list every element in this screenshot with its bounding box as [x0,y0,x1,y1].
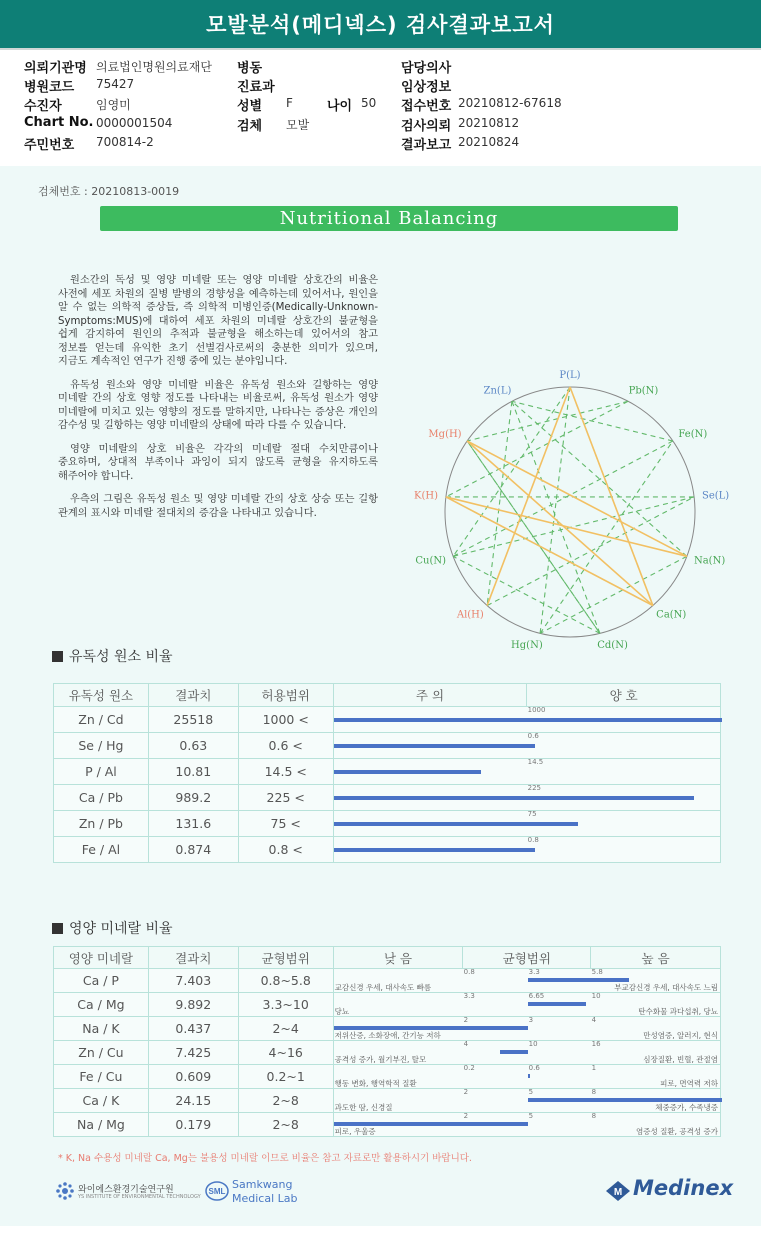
table-header-row [54,947,721,969]
high-caption: 탄수화물 과다섭취, 당뇨 [638,1007,718,1016]
antagonism-line [453,497,694,556]
cell-range: 2~8 [238,1113,333,1137]
wheel-node-label: Pb(N) [628,385,659,397]
range-tick: 8 [591,1112,597,1120]
header-value: 75427 [96,77,135,91]
svg-text:SML: SML [208,1187,226,1196]
synergy-line [446,497,687,556]
nutrient-section-title: 영양 미네랄 비율 [52,918,173,938]
wheel-node-label: Mg(H) [428,429,462,441]
range-tick: 2 [463,1088,469,1096]
cell-ratio: Na / K [54,1017,149,1041]
column-header: 낮 음 [333,947,463,969]
cell-range: 75 < [238,811,333,837]
reference-tick: 14.5 [527,758,544,766]
cell-range: 2~4 [238,1017,333,1041]
result-bar [334,1026,528,1030]
bar-cell [333,1017,720,1041]
range-tick: 8 [591,1088,597,1096]
column-header: 높 음 [591,947,721,969]
result-bar [500,1050,527,1054]
low-caption: 저위산증, 소화장애, 간기능 저하 [334,1031,441,1040]
wheel-node-label: K(H) [414,490,439,502]
bar-cell [333,733,720,759]
square-bullet-icon [52,651,63,662]
header-value: 20210812 [458,116,520,130]
bar-cell [333,1113,720,1137]
reference-tick: 0.6 [527,732,539,740]
cell-ratio: Fe / Cu [54,1065,149,1089]
table-row [54,1065,721,1089]
column-header: 유독성 원소 [54,684,149,707]
result-bar [334,770,481,774]
cell-ratio: Zn / Pb [54,811,149,837]
cell-ratio: Zn / Cd [54,707,149,733]
table-row [54,1041,721,1065]
table-row [54,1017,721,1041]
result-bar [334,718,722,722]
table-row [54,837,721,863]
result-bar [528,1098,722,1102]
intro-paragraph: 원소간의 독성 및 영양 미네랄 또는 영양 미네랄 상호간의 비율은 사전에 세포 차원의 질병 발병의 경향성을 예측하는데 있어서나, 원인을 알 수 없는 의학적 증상들, 즉 의학적 미병인증(Medically-Unknown-Symptoms:MUS)에 대하여 세포 차원의 미네랄 상호간의 불균형을 쉽게 감지하여 원인의 추적과 불균형을 해소하는데 있어서의 참고 정보를 얻는데 유익한 초기 선별검사로써의 충분한 의미가 있으며, 지금도 계속적인 연구가 진행 중에 있는 분야입니다. [58,275,378,367]
header-label: 의뢰기관명 [24,61,87,76]
sml-logo-subtext: Medical Lab [232,1192,298,1205]
ys-logo-subtext: YS INSTITUTE OF ENVIRONMENTAL TECHNOLOGY [78,1194,201,1200]
low-caption: 공격성 증가, 월기부진, 탈모 [334,1055,427,1064]
intro-paragraph: 영양 미네랄의 상호 비율은 각각의 미네랄 절대 수치만큼이나 중요하며, 상대적 부족이나 과잉이 되지 않도록 균형을 유지하도록 해주어야 합니다. [58,443,378,482]
bar-cell [333,759,720,785]
wheel-node-label: Ca(N) [656,609,687,621]
header-value: 0000001504 [96,116,173,130]
header-label: 주민번호 [24,138,75,153]
result-bar [334,1122,528,1126]
range-tick: 2 [463,1016,469,1024]
cell-ratio: Ca / K [54,1089,149,1113]
column-header: 결과치 [148,684,238,707]
header-label: 성별 [237,99,263,114]
intro-paragraph: 유독성 원소와 영양 미네랄 비율은 유독성 원소와 길항하는 영양 미네랄 간의 상호 영향 정도를 나타내는 비율로써, 유독성 원소가 영양 미네랄에 미치고 있는 영향의 정도를 말하지만, 나타나는 증상은 개인의 감수성 및 길항하는 영양 미네랄의 상태에 따라 다를 수 있습니다. [58,379,378,431]
header-value: F [286,96,293,110]
header-label: 검체 [237,119,263,134]
range-tick: 6.65 [528,992,545,1000]
column-header: 균형범위 [238,947,333,969]
report-title: 모발분석(메디넥스) 검사결과보고서 [0,0,761,48]
range-tick: 4 [591,1016,597,1024]
table-row [54,1089,721,1113]
ys-logo-text: 와이에스환경기술연구원 [78,1185,174,1195]
antagonism-line [540,556,687,633]
table-row [54,811,721,837]
high-caption: 체중증가, 수족냉증 [655,1103,718,1112]
header-label: 결과보고 [401,138,452,153]
cell-range: 0.2~1 [238,1065,333,1089]
table-header-row [54,684,721,707]
low-caption: 과도한 땀, 신경질 [334,1103,393,1112]
antagonism-line [512,401,600,633]
toxic-section-title: 유독성 원소 비율 [52,646,173,666]
patient-info-header [0,48,761,164]
cell-range: 0.6 < [238,733,333,759]
table-row [54,993,721,1017]
wheel-node-label: Cu(N) [415,555,447,567]
range-tick: 3.3 [528,968,540,976]
cell-ratio: Na / Mg [54,1113,149,1137]
header-value: 임영미 [96,98,131,112]
cell-range: 1000 < [238,707,333,733]
square-bullet-icon [52,923,63,934]
intro-text [58,274,378,530]
cell-ratio: Zn / Cu [54,1041,149,1065]
cell-result: 0.609 [148,1065,238,1089]
header-label: 접수번호 [401,99,452,114]
nutritional-balancing-banner: Nutritional Balancing [100,206,678,231]
cell-result: 9.892 [148,993,238,1017]
cell-result: 7.403 [148,969,238,993]
header-label: 임상정보 [401,80,452,95]
range-tick: 5 [528,1088,534,1096]
range-tick: 5 [528,1112,534,1120]
ys-logo-icon [55,1181,75,1201]
column-header: 영양 미네랄 [54,947,149,969]
header-value: 20210824 [458,135,520,149]
wheel-node-label: Zn(L) [483,385,512,397]
table-row [54,759,721,785]
range-tick: 3.3 [463,992,475,1000]
header-label: 병원코드 [24,80,75,95]
header-label: 진료과 [237,80,275,95]
cell-result: 0.63 [148,733,238,759]
low-caption: 행동 변화, 행역학적 질환 [334,1079,417,1088]
column-header: 주 의 [333,684,527,707]
table-row [54,1113,721,1137]
wheel-node-label: Hg(N) [511,640,543,652]
result-bar [528,1074,530,1078]
range-tick: 4 [463,1040,469,1048]
result-bar [334,796,695,800]
range-tick: 0.8 [463,968,475,976]
reference-tick: 1000 [527,706,546,714]
cell-result: 24.15 [148,1089,238,1113]
table-row [54,733,721,759]
cell-range: 0.8~5.8 [238,969,333,993]
svg-text:M: M [613,1187,623,1198]
bar-cell [333,707,720,733]
high-caption: 부교감신경 우세, 대사속도 느림 [614,983,718,992]
high-caption: 염증성 질환, 공격성 증가 [636,1127,718,1136]
range-tick: 5.8 [591,968,603,976]
cell-range: 225 < [238,785,333,811]
header-label: Chart No. [24,115,94,130]
header-value: 모발 [286,118,310,132]
table-row [54,707,721,733]
footer-logos [0,1168,761,1228]
cell-range: 4~16 [238,1041,333,1065]
cell-result: 10.81 [148,759,238,785]
cell-range: 2~8 [238,1089,333,1113]
range-tick: 0.6 [528,1064,540,1072]
table-row [54,785,721,811]
column-header: 결과치 [148,947,238,969]
header-value: 700814-2 [96,135,154,149]
cell-ratio: Ca / Mg [54,993,149,1017]
footnote: * K, Na 수용성 미네랄 Ca, Mg는 불용성 미네랄 이므로 비율은 참고 자료로만 활용하시기 바랍니다. [58,1153,472,1164]
medinex-logo-text: Medinex [633,1176,734,1200]
range-tick: 1 [591,1064,597,1072]
wheel-node-label: Al(H) [456,609,484,621]
cell-result: 25518 [148,707,238,733]
result-bar [334,848,536,852]
cell-result: 0.179 [148,1113,238,1137]
column-header: 양 호 [527,684,721,707]
cell-result: 0.437 [148,1017,238,1041]
result-bar [528,978,629,982]
low-caption: 교감신경 우세, 대사속도 빠름 [334,983,432,992]
header-value: 의료법인명원의료재단 [96,60,212,74]
cell-result: 989.2 [148,785,238,811]
wheel-node-label: P(L) [559,370,581,381]
cell-result: 7.425 [148,1041,238,1065]
bar-cell [333,811,720,837]
intro-paragraph: 우측의 그림은 유독성 원소 및 영양 미네랄 간의 상호 상승 또는 길항 관계의 표시와 미네랄 절대치의 증감을 나타내고 있습니다. [58,494,378,519]
header-value: 50 [361,96,377,110]
wheel-node-label: Na(N) [693,555,726,567]
cell-ratio: P / Al [54,759,149,785]
antagonism-line [453,556,600,633]
bar-cell [333,785,720,811]
table-row [54,969,721,993]
cell-result: 0.874 [148,837,238,863]
cell-result: 131.6 [148,811,238,837]
range-tick: 10 [528,1040,538,1048]
range-tick: 0.2 [463,1064,475,1072]
bar-cell [333,1041,720,1065]
toxic-ratio-table [53,683,721,863]
header-label: 수진자 [24,99,62,114]
cell-range: 3.3~10 [238,993,333,1017]
sml-logo-text: Samkwang [232,1178,293,1191]
nutrient-ratio-table [53,946,721,1137]
bar-cell [333,969,720,993]
result-bar [528,1002,586,1006]
column-header: 균형범위 [463,947,591,969]
high-caption: 심장질환, 빈혈, 관절염 [643,1055,718,1064]
high-caption: 만성염증, 알러지, 현식 [643,1031,718,1040]
bar-cell [333,1089,720,1113]
low-caption: 피로, 우울증 [334,1127,376,1136]
low-caption: 당뇨 [334,1007,350,1016]
header-label: 병동 [237,61,263,76]
cell-ratio: Fe / Al [54,837,149,863]
header-label: 검사의뢰 [401,119,452,134]
bar-cell [333,993,720,1017]
result-bar [334,744,536,748]
cell-ratio: Se / Hg [54,733,149,759]
header-label: 나이 [327,99,353,114]
range-tick: 2 [463,1112,469,1120]
reference-tick: 0.8 [527,836,539,844]
range-tick: 10 [591,992,601,1000]
wheel-node-label: Se(L) [701,490,730,502]
result-bar [334,822,578,826]
reference-tick: 75 [527,810,537,818]
header-label: 담당의사 [401,61,452,76]
cell-ratio: Ca / Pb [54,785,149,811]
cell-range: 14.5 < [238,759,333,785]
bar-cell [333,837,720,863]
sml-logo-icon [205,1180,229,1202]
antagonism-line [467,401,628,441]
range-tick: 3 [528,1016,534,1024]
header-value: 20210812-67618 [458,96,562,110]
column-header: 허용범위 [238,684,333,707]
specimen-number: 검체번호 : 20210813-0019 [38,185,180,198]
high-caption: 피로, 면역력 저하 [660,1079,718,1088]
wheel-node-label: Fe(N) [678,429,708,441]
bar-cell [333,1065,720,1089]
reference-tick: 225 [527,784,542,792]
wheel-circle [445,387,695,637]
cell-range: 0.8 < [238,837,333,863]
medinex-logo-icon [605,1180,631,1202]
cell-ratio: Ca / P [54,969,149,993]
range-tick: 16 [591,1040,601,1048]
antagonism-line [512,401,673,441]
wheel-node-label: Cd(N) [597,640,628,652]
